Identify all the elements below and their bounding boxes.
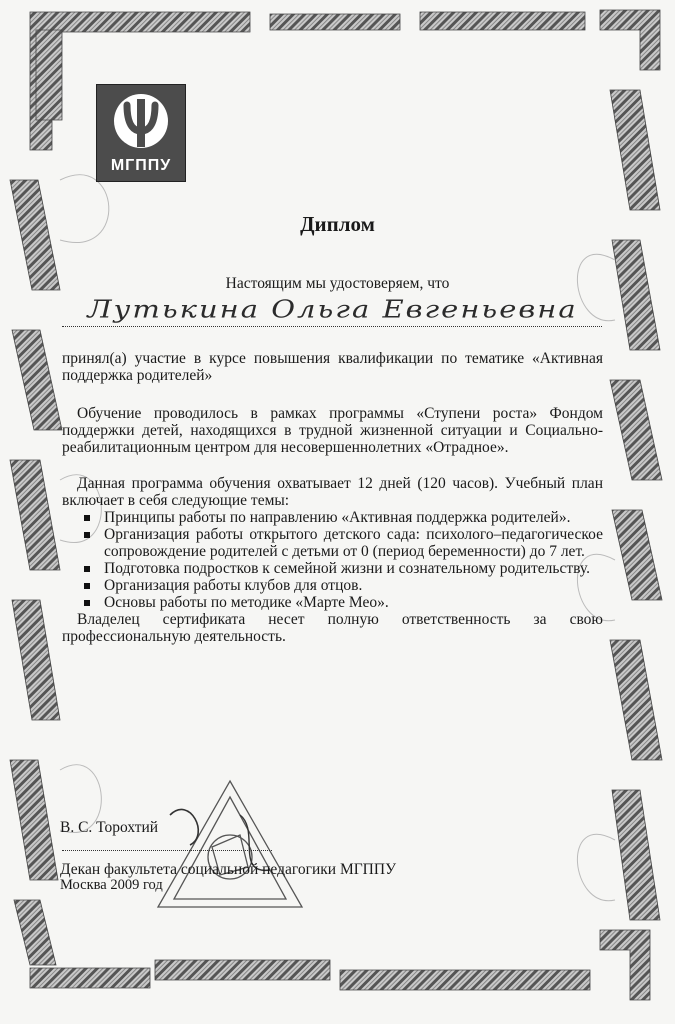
university-logo — [96, 84, 186, 182]
recipient-name: Лутькина Ольга Евгеньевна — [87, 294, 578, 324]
list-item: Подготовка подростков к семейной жизни и сознательному родительству. — [104, 560, 603, 577]
signer-title: Декан факультета социальной педагогики МГППУ — [60, 861, 397, 878]
logo-text: МГППУ — [110, 157, 172, 174]
list-item: Организация работы открытого детского сада: психолого–педагогическое сопровождение родителей с детьми от 0 (период беременности) до 7 лет. — [104, 526, 603, 560]
place-and-year: Москва 2009 год — [60, 877, 163, 893]
participation-paragraph: принял(а) участие в курсе повышения квалификации по тематике «Активная поддержка родителей» — [62, 350, 603, 384]
list-item: Основы работы по методике «Марте Мео». — [104, 594, 603, 611]
signature-dotted-line — [62, 850, 272, 851]
document-title: Диплом — [300, 212, 375, 236]
curriculum-paragraph: Данная программа обучения охватывает 12 дней (120 часов). Учебный план включает в себя следующие темы: — [62, 475, 603, 509]
name-dotted-line — [62, 326, 602, 327]
list-item: Принципы работы по направлению «Активная поддержка родителей». — [104, 509, 603, 526]
signer-name: В. С. Торохтий — [60, 819, 159, 836]
list-item: Организация работы клубов для отцов. — [104, 577, 603, 594]
diploma-body — [62, 350, 603, 645]
responsibility-paragraph: Владелец сертификата несет полную ответственность за свою профессиональную деятельность. — [62, 611, 603, 645]
topics-list — [62, 509, 603, 611]
program-paragraph: Обучение проводилось в рамках программы «Ступени роста» Фондом поддержки детей, находящихся в трудной жизненной ситуации и Социально-реабилитационным центром для несовершеннолетних «Отрадное». — [62, 405, 603, 456]
intro-text: Настоящим мы удостоверяем, что — [225, 275, 450, 292]
triangular-stamp — [150, 775, 310, 915]
